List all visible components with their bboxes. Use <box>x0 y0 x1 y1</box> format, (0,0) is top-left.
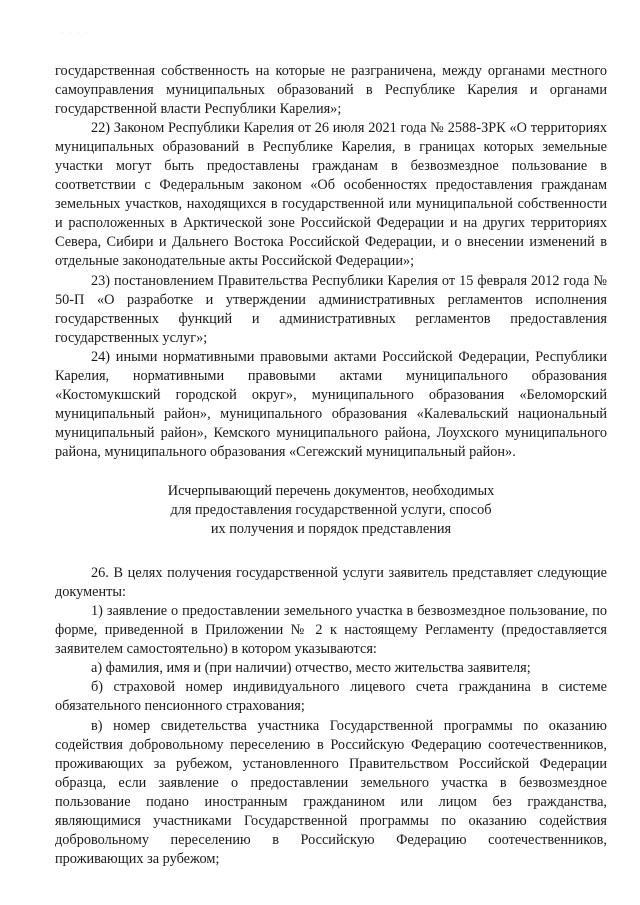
paragraph-item-26: 26. В целях получения государственной услуги заявитель представляет следующие документы: <box>55 565 607 601</box>
section-heading-line: для предоставления государственной услуги, способ <box>170 502 492 519</box>
paragraph-subitem-v: в) номер свидетельства участника Государственной программы по оказанию содействия добровольному переселению в Российскую Федерацию соотечественников, проживающих за рубежом, установленного Правительством Российской Федерации образца, если заявление о предоставлении земельного участка в безвозмездное пользование подано иностранным гражданином или лицом без гражданства, являющимися участниками Государственной программы по оказанию содействия добровольному переселению в Российскую Федерацию соотечественников, проживающих за рубежом; <box>55 717 607 867</box>
paragraph-item-23: 23) постановлением Правительства Республики Карелия от 15 февраля 2012 года № 50-П «О разработке и утверждении административных регламентов исполнения государственных функций и административных регламентов предоставления государственных услуг»; <box>55 272 607 346</box>
paragraph-item-24: 24) иными нормативными правовыми актами Российской Федерации, Республики Карелия, нормативными правовыми актами муниципального образования «Костомукшский городской округ», муниципального образования «Беломорский муниципальный район», муниципального образования «Калевальский национальный муниципальный район», Кемского муниципального района, Лоухского муниципального района, муниципального образования «Сегежский муниципальный район». <box>55 348 607 460</box>
section-heading-line: их получения и порядок представления <box>210 521 452 538</box>
document-body <box>55 62 607 869</box>
paragraph-subitem-1: 1) заявление о предоставлении земельного участка в безвозмездное пользование, по форме, приведенной в Приложении № 2 к настоящему Регламенту (предоставляется заявителем самостоятельно) в котором указываются: <box>55 603 607 658</box>
scan-mark: · · · · <box>62 30 89 36</box>
paragraph-subitem-a: а) фамилия, имя и (при наличии) отчество, место жительства заявителя; <box>91 660 531 677</box>
paragraph-item-22: 22) Законом Республики Карелия от 26 июля 2021 года № 2588-ЗРК «О территориях муниципальных образований в Республике Карелия, в границах которых земельные участки могут быть предоставлены гражданам в безвозмездное пользование в соответствии с Федеральным законом «Об особенностях предоставления гражданам земельных участков, находящихся в государственной или муниципальной собственности и расположенных в Арктической зоне Российской Федерации и на других территориях Севера, Сибири и Дальнего Востока Российской Федерации, и о внесении изменений в отдельные законодательные акты Российской Федерации»; <box>55 120 607 270</box>
paragraph-continuation: государственная собственность на которые не разграничена, между органами местного самоуправления муниципальных образований в Республике Карелия и органами государственной власти Республики Карелия»; <box>55 63 607 118</box>
paragraph-subitem-b: б) страховой номер индивидуального лицевого счета гражданина в системе обязательного пенсионного страхования; <box>55 679 607 715</box>
section-heading-line: Исчерпывающий перечень документов, необходимых <box>167 482 495 499</box>
section-heading <box>55 482 607 539</box>
spacer <box>55 539 607 564</box>
